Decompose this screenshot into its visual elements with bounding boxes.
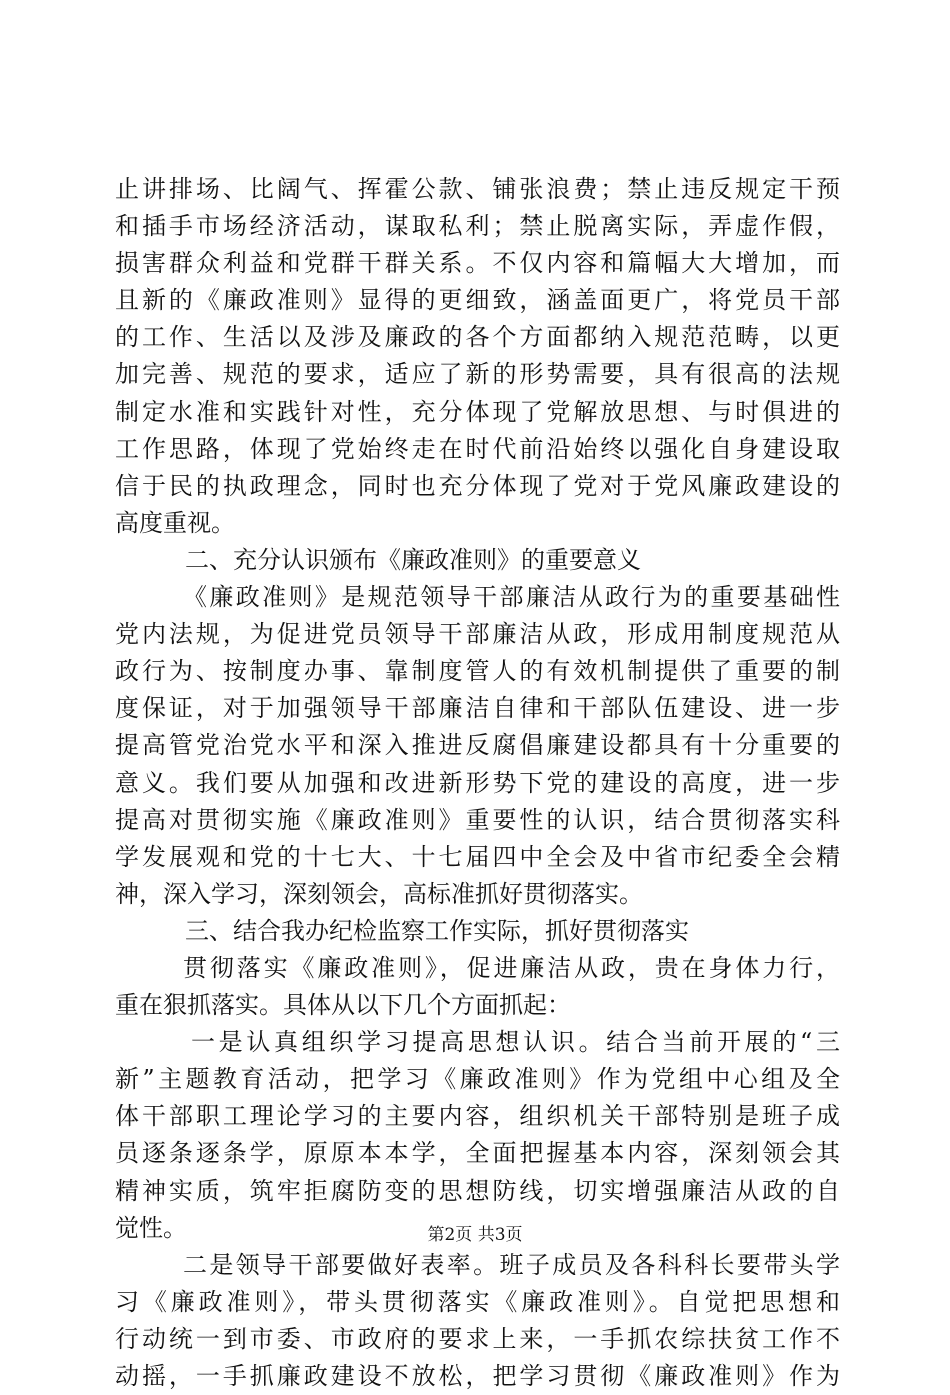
paragraph-first-line: 一是认真组织学习提高思想认识。结合当前开展的“三 — [191, 1028, 840, 1057]
paragraph-first-line: 《廉政准则》是规范领导干部廉洁从政行为的重要基础性 — [183, 583, 840, 612]
body-line: 神，深入学习，深刻领会，高标准抓好贯彻落实。 — [115, 879, 643, 908]
body-line: 提高对贯彻实施《廉政准则》重要性的认识，结合贯彻落实科 — [115, 805, 840, 834]
body-line: 且新的《廉政准则》显得的更细致，涵盖面更广，将党员干部 — [115, 286, 840, 315]
body-line: 员逐条逐条学，原原本本学，全面把握基本内容，深刻领会其 — [115, 1139, 840, 1168]
body-line: 制定水准和实践针对性，充分体现了党解放思想、与时俱进的 — [115, 397, 840, 426]
body-line: 和插手市场经济活动，谋取私利；禁止脱离实际，弄虚作假， — [115, 212, 840, 241]
body-line: 行动统一到市委、市政府的要求上来，一手抓农综扶贫工作不 — [115, 1324, 840, 1353]
body-line: 新”主题教育活动，把学习《廉政准则》作为党组中心组及全 — [115, 1065, 840, 1094]
body-line: 提高管党治党水平和深入推进反腐倡廉建设都具有十分重要的 — [115, 731, 840, 760]
body-line: 重在狠抓落实。具体从以下几个方面抓起： — [115, 991, 571, 1020]
document-body — [115, 171, 840, 1395]
section-heading: 二、充分认识颁布《廉政准则》的重要意义 — [185, 545, 641, 574]
body-line: 意义。我们要从加强和改进新形势下党的建设的高度，进一步 — [115, 768, 840, 797]
paragraph-first-line: 二是领导干部要做好表率。班子成员及各科科长要带头学 — [183, 1250, 840, 1279]
body-line: 的工作、生活以及涉及廉政的各个方面都纳入规范范畴，以更 — [115, 323, 840, 352]
page-number-footer: 第2页 共3页 — [427, 1225, 523, 1245]
body-line: 习《廉政准则》，带头贯彻落实《廉政准则》。自觉把思想和 — [115, 1287, 840, 1316]
body-line: 止讲排场、比阔气、挥霍公款、铺张浪费；禁止违反规定干预 — [115, 175, 840, 203]
body-line: 精神实质，筑牢拒腐防变的思想防线，切实增强廉洁从政的自 — [115, 1176, 840, 1205]
body-line: 度保证，对于加强领导干部廉洁自律和干部队伍建设、进一步 — [115, 694, 840, 723]
paragraph-first-line: 贯彻落实《廉政准则》，促进廉洁从政，贵在身体力行， — [183, 953, 840, 982]
body-line: 学发展观和党的十七大、十七届四中全会及中省市纪委全会精 — [115, 842, 840, 871]
body-line: 工作思路，体现了党始终走在时代前沿始终以强化自身建设取 — [115, 434, 840, 463]
body-line: 损害群众利益和党群干群关系。不仅内容和篇幅大大增加，而 — [115, 249, 840, 278]
body-line: 高度重视。 — [115, 508, 235, 537]
section-heading: 三、结合我办纪检监察工作实际，抓好贯彻落实 — [185, 916, 689, 945]
body-line: 动摇，一手抓廉政建设不放松，把学习贯彻《廉政准则》作为 — [115, 1362, 840, 1390]
body-line: 觉性。 — [115, 1213, 187, 1242]
body-line: 党内法规，为促进党员领导干部廉洁从政，形成用制度规范从 — [115, 620, 840, 649]
body-line: 加完善、规范的要求，适应了新的形势需要，具有很高的法规 — [115, 360, 840, 389]
body-line: 政行为、按制度办事、靠制度管人的有效机制提供了重要的制 — [115, 657, 840, 686]
body-line: 信于民的执政理念，同时也充分体现了党对于党风廉政建设的 — [115, 471, 840, 500]
body-line: 体干部职工理论学习的主要内容，组织机关干部特别是班子成 — [115, 1102, 840, 1131]
